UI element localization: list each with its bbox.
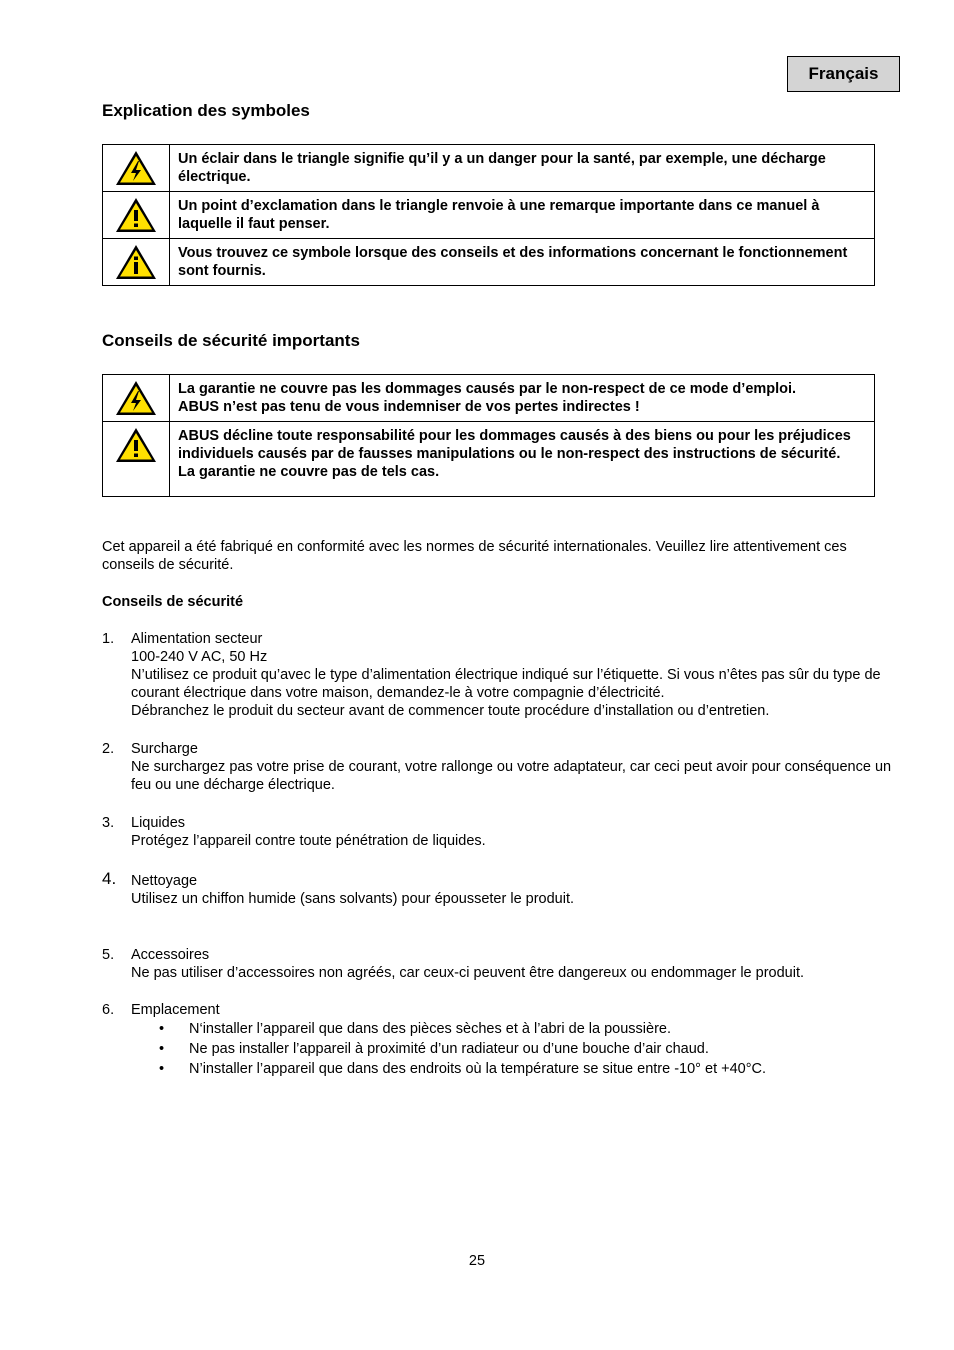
symbols-table	[102, 144, 875, 286]
bullet-text: Ne pas installer l’appareil à proximité d’un radiateur ou d’une bouche d’air chaud.	[189, 1041, 709, 1057]
symbols-heading: Explication des symboles	[102, 101, 310, 120]
page-number: 25	[468, 1253, 486, 1269]
item-title: Liquides	[131, 815, 186, 831]
item-number: 1.	[102, 631, 115, 647]
language-label: Français	[787, 56, 900, 92]
intro-paragraph: Cet appareil a été fabriqué en conformité avec les normes de sécurité internationales. Veuillez lire attentivement ces conseils de sécurité.	[102, 539, 847, 573]
bullet-icon: •	[159, 1061, 165, 1077]
safety-line: La garantie ne couvre pas les dommages causés par le non-respect de ce mode d’emploi.	[178, 381, 797, 397]
symbol-desc-info: Vous trouvez ce symbole lorsque des conseils et des informations concernant le fonctionnement sont fournis.	[170, 239, 875, 286]
item-line: 100-240 V AC, 50 Hz	[131, 649, 268, 665]
list-item	[102, 740, 892, 794]
exclamation-warning-icon	[103, 192, 170, 239]
item-number: 6.	[102, 1002, 115, 1018]
item-line: Protégez l’appareil contre toute pénétration de liquides.	[131, 833, 486, 849]
exclamation-warning-icon	[103, 422, 170, 497]
item-title: Alimentation secteur	[131, 631, 263, 647]
item-line: Ne surchargez pas votre prise de courant, votre rallonge ou votre adaptateur, car ceci peut avoir pour conséquence un feu ou une décharge électrique.	[131, 759, 892, 793]
safety-text-liability	[170, 422, 875, 497]
item-number: 2.	[102, 741, 115, 757]
lightning-warning-icon	[103, 375, 170, 422]
bullet-text: N‘installer l’appareil que dans des pièces sèches et à l’abri de la poussière.	[189, 1021, 671, 1037]
info-warning-icon	[103, 239, 170, 286]
bullet-item	[102, 1060, 892, 1080]
bullet-list	[102, 1020, 892, 1080]
symbol-row	[103, 145, 875, 192]
item-number: 5.	[102, 947, 115, 963]
safety-line: La garantie ne couvre pas de tels cas.	[178, 464, 440, 480]
symbol-row	[103, 192, 875, 239]
item-line: Ne pas utiliser d’accessoires non agréés, car ceux-ci peuvent être dangereux ou endommager le produit.	[131, 965, 805, 981]
bullet-icon: •	[159, 1021, 165, 1037]
lightning-warning-icon	[103, 145, 170, 192]
item-number: 4.	[102, 869, 117, 888]
list-item	[102, 630, 892, 720]
item-title: Surcharge	[131, 741, 198, 757]
safety-text-warranty	[170, 375, 875, 422]
list-item	[102, 869, 892, 908]
bullet-text: N’installer l’appareil que dans des endroits où la température se situe entre -10° et +40°C.	[189, 1061, 767, 1077]
item-line: Utilisez un chiffon humide (sans solvants) pour épousseter le produit.	[131, 891, 575, 907]
symbol-row	[103, 239, 875, 286]
symbol-desc-exclamation: Un point d’exclamation dans le triangle renvoie à une remarque importante dans ce manuel à laquelle il faut penser.	[170, 192, 875, 239]
item-line: Débranchez le produit du secteur avant de commencer toute procédure d’installation ou d’entretien.	[131, 703, 770, 719]
item-title: Nettoyage	[131, 873, 198, 889]
list-item	[102, 1001, 892, 1080]
safety-table	[102, 374, 875, 497]
bullet-item	[102, 1040, 892, 1060]
item-line: N’utilisez ce produit qu’avec le type d’alimentation électrique indiqué sur l’étiquette. Si vous n’êtes pas sûr du type de courant électrique dans votre maison, demandez-le à votre compagnie d’électricité.	[131, 667, 881, 701]
safety-line: ABUS décline toute responsabilité pour les dommages causés à des biens ou pour les préjudices individuels causés par de fausses manipulations ou le non-respect des instructions de sécurité.	[178, 428, 851, 462]
bullet-icon: •	[159, 1041, 165, 1057]
safety-row	[103, 422, 875, 497]
item-title: Emplacement	[131, 1002, 220, 1018]
safety-line: ABUS n’est pas tenu de vous indemniser de vos pertes indirectes !	[178, 399, 640, 415]
safety-row	[103, 375, 875, 422]
list-item	[102, 946, 892, 982]
item-number: 3.	[102, 815, 115, 831]
bullet-item	[102, 1020, 892, 1040]
item-title: Accessoires	[131, 947, 210, 963]
list-item	[102, 814, 892, 850]
advice-heading: Conseils de sécurité	[102, 594, 244, 610]
safety-heading: Conseils de sécurité importants	[102, 331, 360, 350]
symbol-desc-lightning: Un éclair dans le triangle signifie qu’il y a un danger pour la santé, par exemple, une décharge électrique.	[170, 145, 875, 192]
